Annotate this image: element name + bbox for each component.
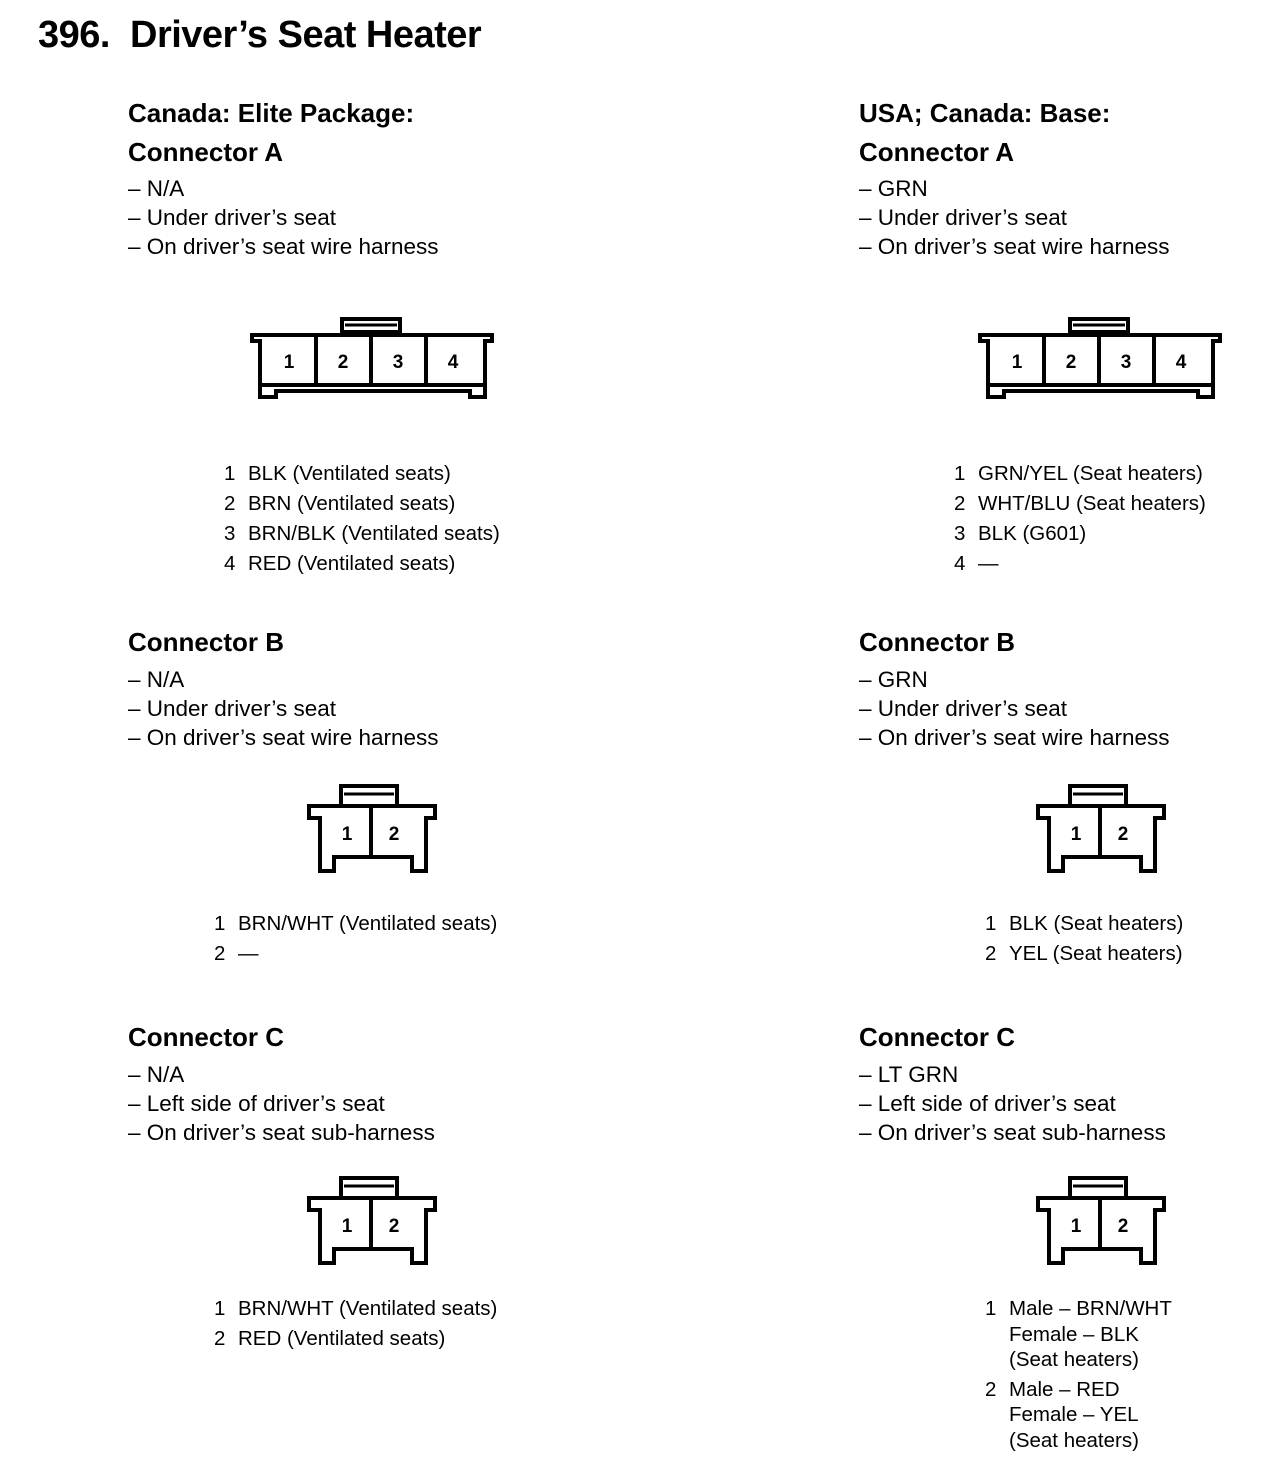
- pin-wire: —: [238, 942, 259, 965]
- page-title-text: Driver’s Seat Heater: [130, 14, 482, 56]
- pin-label: 1: [341, 1216, 353, 1237]
- connector-harness: – On driver’s seat wire harness: [859, 232, 1170, 261]
- connector-harness: – On driver’s seat wire harness: [128, 232, 439, 261]
- connector-a-title: Connector A: [128, 137, 284, 167]
- connector-harness: – On driver’s seat sub-harness: [128, 1118, 435, 1147]
- connector-c-details: [128, 1060, 435, 1147]
- connector-harness: – On driver’s seat wire harness: [859, 723, 1170, 752]
- connector-b-pinout: [214, 909, 497, 969]
- connector-c-title: Connector C: [128, 1022, 284, 1052]
- pin-number: 2: [985, 942, 997, 965]
- pin-row: [224, 489, 500, 519]
- connector-b-diagram: [1035, 783, 1167, 873]
- pin-label: 2: [1117, 824, 1129, 845]
- pin-number: 1: [985, 912, 997, 935]
- connector-location: – Under driver’s seat: [859, 203, 1170, 232]
- pin-row: [985, 909, 1183, 939]
- pin-wire: BRN (Ventilated seats): [248, 492, 456, 515]
- connector-harness: – On driver’s seat wire harness: [128, 723, 439, 752]
- connector-b-title: Connector B: [128, 627, 284, 657]
- connector-c-title: Connector C: [859, 1022, 1015, 1052]
- pin-number: 4: [954, 552, 966, 575]
- pin-label: 1: [1070, 824, 1082, 845]
- pin-number: 1: [954, 462, 966, 485]
- connector-b-title: Connector B: [859, 627, 1015, 657]
- pin-label: 3: [392, 352, 404, 373]
- connector-harness: – On driver’s seat sub-harness: [859, 1118, 1166, 1147]
- pin-wire: BRN/BLK (Ventilated seats): [248, 522, 500, 545]
- connector-c-details: [859, 1060, 1166, 1147]
- connector-a-diagram: [976, 316, 1224, 402]
- connector-b-details: [128, 665, 439, 752]
- pin-label: 2: [337, 352, 349, 373]
- connector-color: – GRN: [859, 665, 1170, 694]
- pin-wire: [1009, 1377, 1139, 1454]
- pin-wire: RED (Ventilated seats): [238, 1327, 446, 1350]
- pin-number: 1: [985, 1297, 997, 1320]
- pin-row: [224, 549, 500, 579]
- pin-row: [954, 519, 1206, 549]
- pin-number: 2: [954, 492, 966, 515]
- pin-wire: BRN/WHT (Ventilated seats): [238, 1297, 498, 1320]
- pin-row: [214, 1324, 497, 1354]
- page-number: 396.: [38, 14, 110, 56]
- connector-color: – GRN: [859, 174, 1170, 203]
- pin-number: 1: [224, 462, 236, 485]
- connector-color: – N/A: [128, 174, 439, 203]
- pin-wire: BLK (G601): [978, 522, 1087, 545]
- pin-label: 2: [388, 1216, 400, 1237]
- connector-c-pinout: [985, 1296, 1172, 1457]
- pin-label: 1: [341, 824, 353, 845]
- pin-wire-line: Male – RED: [1009, 1377, 1120, 1401]
- pin-wire-line: (Seat heaters): [1009, 1348, 1139, 1371]
- pin-label: 2: [1065, 352, 1077, 373]
- pin-wire: BLK (Seat heaters): [1009, 912, 1184, 935]
- pin-number: 4: [224, 552, 236, 575]
- pin-label: 2: [388, 824, 400, 845]
- connector-color: – N/A: [128, 1060, 435, 1089]
- pin-row: [224, 459, 500, 489]
- pin-wire: BRN/WHT (Ventilated seats): [238, 912, 498, 935]
- connector-location: – Under driver’s seat: [128, 694, 439, 723]
- connector-c-diagram: [306, 1175, 438, 1265]
- connector-location: – Left side of driver’s seat: [128, 1089, 435, 1118]
- pin-wire: [1009, 1296, 1172, 1373]
- connector-location: – Under driver’s seat: [128, 203, 439, 232]
- pin-label: 3: [1120, 352, 1132, 373]
- right-column: [859, 0, 1279, 1480]
- pin-wire: BLK (Ventilated seats): [248, 462, 451, 485]
- connector-a-pinout: [224, 459, 500, 579]
- pin-row: [214, 939, 497, 969]
- connector-c-diagram: [1035, 1175, 1167, 1265]
- pin-row: [985, 1377, 1172, 1454]
- connector-a-pinout: [954, 459, 1206, 579]
- pin-wire-line: (Seat heaters): [1009, 1428, 1139, 1452]
- connector-color: – LT GRN: [859, 1060, 1166, 1089]
- section-heading: Canada: Elite Package:: [128, 98, 415, 128]
- section-heading: USA; Canada: Base:: [859, 98, 1111, 128]
- connector-a-title: Connector A: [859, 137, 1015, 167]
- connector-b-pinout: [985, 909, 1183, 969]
- pin-wire-line: Male – BRN/WHT: [1009, 1297, 1172, 1320]
- pin-wire: RED (Ventilated seats): [248, 552, 456, 575]
- connector-location: – Under driver’s seat: [859, 694, 1170, 723]
- pin-number: 2: [224, 492, 236, 515]
- pin-number: 2: [214, 1327, 226, 1350]
- pin-label: 4: [1175, 352, 1187, 373]
- pin-row: [954, 459, 1206, 489]
- connector-a-diagram: [248, 316, 496, 402]
- pin-number: 2: [214, 942, 226, 965]
- pin-number: 3: [224, 522, 236, 545]
- connector-b-diagram: [306, 783, 438, 873]
- pin-number: 3: [954, 522, 966, 545]
- pin-label: 4: [447, 352, 459, 373]
- connector-location: – Left side of driver’s seat: [859, 1089, 1166, 1118]
- pin-wire: WHT/BLU (Seat heaters): [978, 492, 1206, 515]
- connector-a-details: [128, 174, 439, 261]
- pin-wire: YEL (Seat heaters): [1009, 942, 1183, 965]
- pin-row: [214, 909, 497, 939]
- pin-label: 1: [1011, 352, 1023, 373]
- connector-b-details: [859, 665, 1170, 752]
- pin-row: [224, 519, 500, 549]
- pin-row: [954, 549, 1206, 579]
- pin-number: 2: [985, 1377, 997, 1401]
- pin-number: 1: [214, 912, 226, 935]
- pin-number: 1: [214, 1297, 226, 1320]
- pin-row: [985, 939, 1183, 969]
- pin-row: [214, 1294, 497, 1324]
- pin-label: 2: [1117, 1216, 1129, 1237]
- left-column: [128, 0, 628, 1480]
- connector-a-details: [859, 174, 1170, 261]
- pin-wire: GRN/YEL (Seat heaters): [978, 462, 1203, 485]
- pin-wire-line: Female – BLK: [1009, 1322, 1139, 1346]
- connector-c-pinout: [214, 1294, 497, 1354]
- pin-wire: —: [978, 552, 999, 575]
- connector-color: – N/A: [128, 665, 439, 694]
- pin-row: [985, 1296, 1172, 1373]
- pin-label: 1: [283, 352, 295, 373]
- pin-row: [954, 489, 1206, 519]
- pin-label: 1: [1070, 1216, 1082, 1237]
- pin-wire-line: Female – YEL: [1009, 1403, 1139, 1426]
